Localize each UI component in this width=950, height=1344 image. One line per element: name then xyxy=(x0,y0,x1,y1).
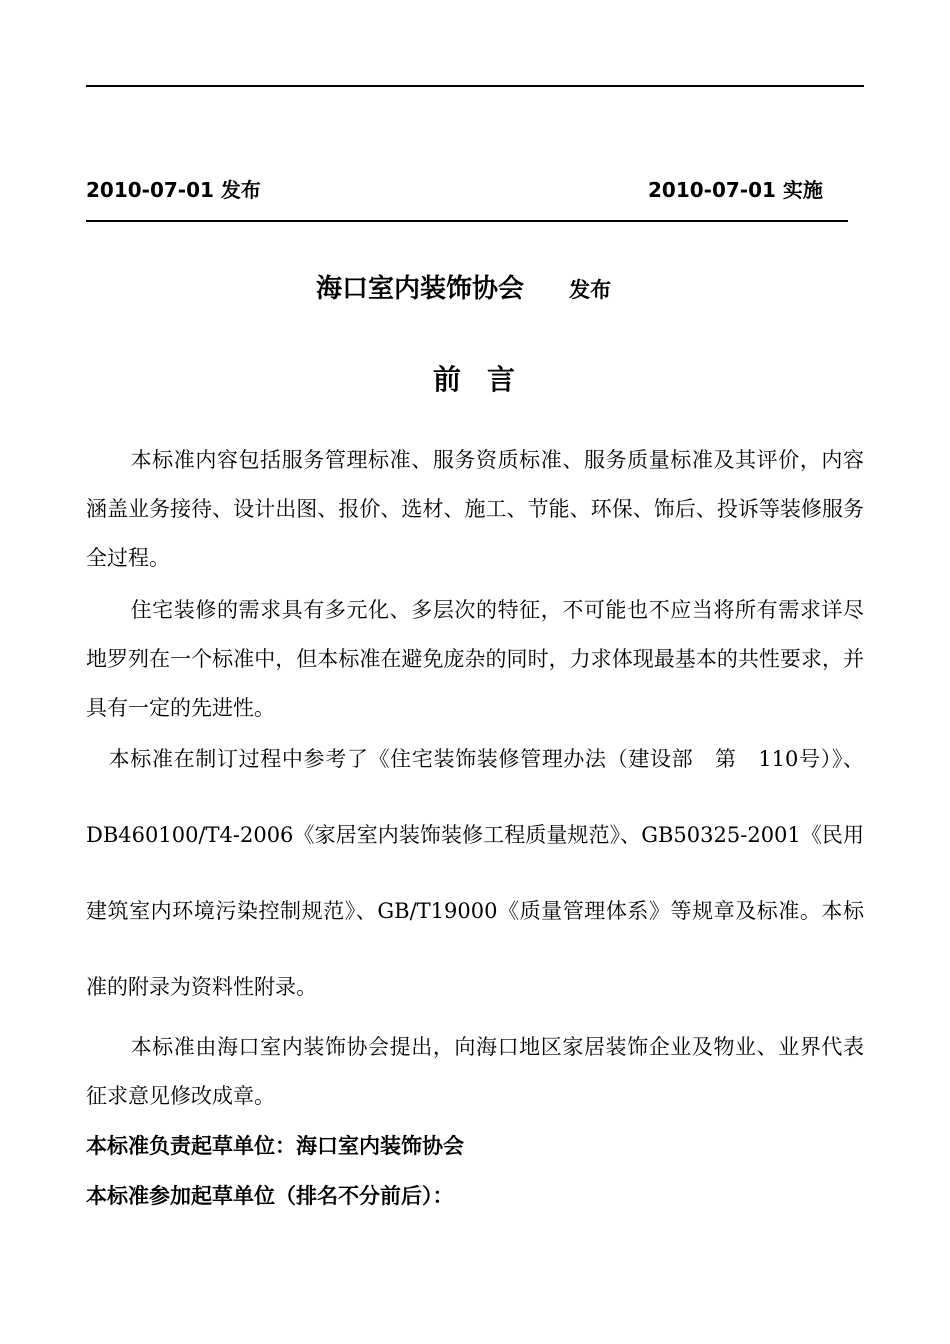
date-rule xyxy=(86,220,848,222)
paragraph-scope xyxy=(86,436,864,583)
lead-drafting-unit: 本标准负责起草单位：海口室内装饰协会 xyxy=(86,1134,464,1158)
release-date: 2010-07-01 发布 xyxy=(86,178,261,202)
paragraph-requirements-text: 住宅装修的需求具有多元化、多层次的特征，不可能也不应当将所有需求详尽地罗列在一个标准中，但本标准在避免庞杂的同时，力求体现最基本的共性要求，并具有一定的先进性。 xyxy=(86,598,864,720)
effective-date: 2010-07-01 实施 xyxy=(648,178,823,202)
paragraph-requirements xyxy=(86,586,864,733)
publisher-line xyxy=(316,268,611,305)
paragraph-scope-text: 本标准内容包括服务管理标准、服务资质标准、服务质量标准及其评价，内容涵盖业务接待、设计出图、报价、选材、施工、节能、环保、饰后、投诉等装修服务全过程。 xyxy=(86,448,864,570)
publisher-name: 海口室内装饰协会 xyxy=(316,274,525,304)
paragraph-references xyxy=(86,721,864,1025)
page-title: 前言 xyxy=(433,363,542,396)
publisher-suffix: 发布 xyxy=(569,278,612,302)
paragraph-origin-text: 本标准由海口室内装饰协会提出，向海口地区家居装饰企业及物业、业界代表征求意见修改成章。 xyxy=(86,1035,864,1108)
top-rule xyxy=(86,85,864,87)
participating-drafting-units: 本标准参加起草单位（排名不分前后）： xyxy=(86,1184,454,1208)
paragraph-origin xyxy=(86,1023,864,1121)
paragraph-references-text: 本标准在制订过程中参考了《住宅装饰装修管理办法（建设部 第 110号）》、DB460100/T4-2006《家居室内装饰装修工程质量规范》、GB50325-2001《民用建筑室内环境污染控制规范》、GB/T19000《质量管理体系》等规章及标准。本标准的附录为资料性附录。 xyxy=(86,747,864,999)
